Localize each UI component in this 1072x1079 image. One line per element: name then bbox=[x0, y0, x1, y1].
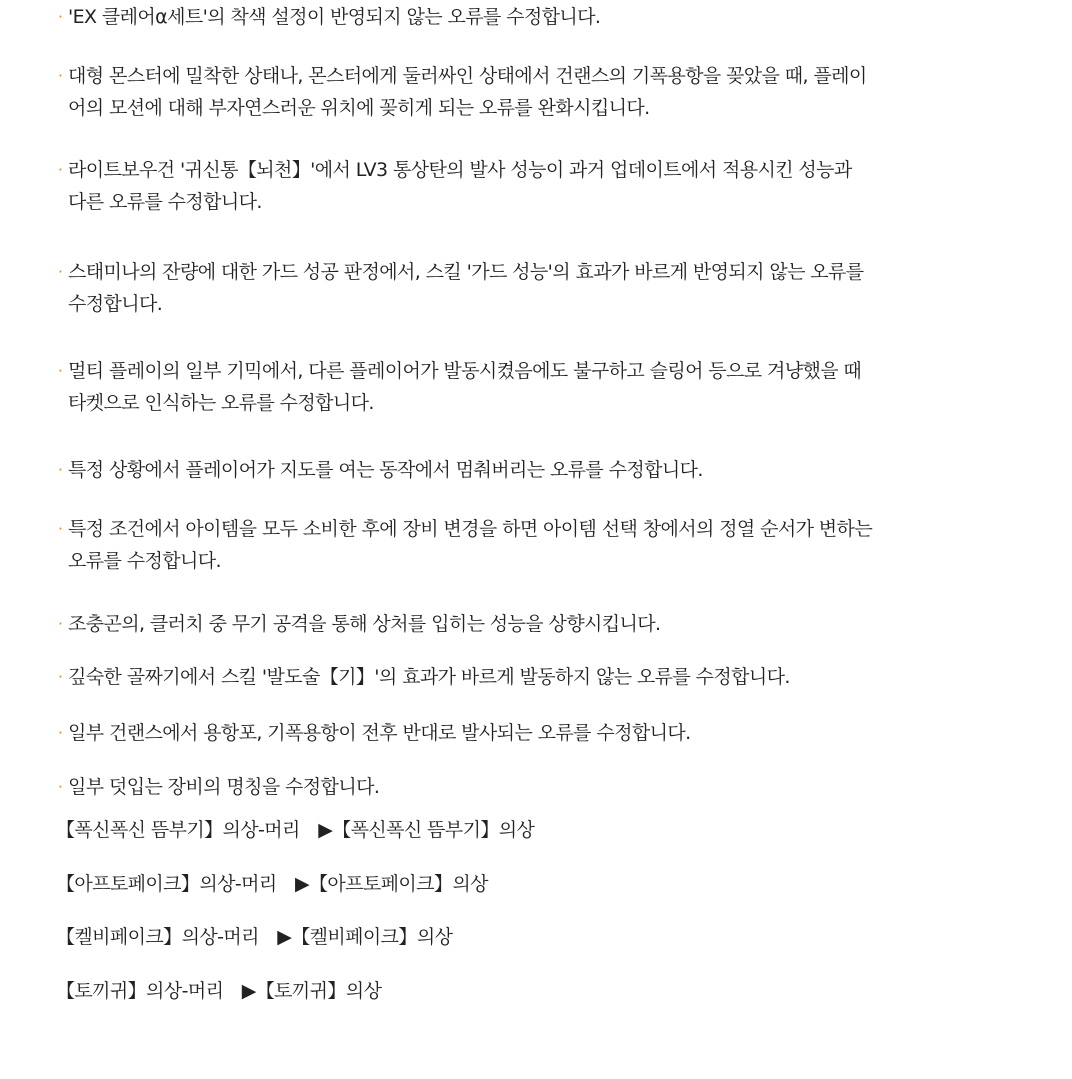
bullet-dot-icon: · bbox=[58, 615, 63, 633]
list-item-text: 조충곤의, 클러치 중 무기 공격을 통해 상처를 입히는 성능을 상향시킵니다. bbox=[68, 613, 661, 635]
list-item-text: 특정 상황에서 플레이어가 지도를 여는 동작에서 멈춰버리는 오류를 수정합니다. bbox=[68, 459, 703, 481]
list-item bbox=[58, 608, 1048, 640]
list-item-text: 다른 오류를 수정합니다. bbox=[68, 191, 262, 213]
list-item bbox=[58, 154, 1048, 218]
list-item bbox=[58, 1, 1048, 33]
bullet-dot-icon: · bbox=[58, 362, 63, 380]
list-item bbox=[58, 513, 1048, 577]
rename-line: 【켈비페이크】의상-머리 ▶【켈비페이크】의상 bbox=[56, 926, 453, 948]
bullet-dot-icon: · bbox=[58, 724, 63, 742]
list-item-text: 일부 건랜스에서 용항포, 기폭용항이 전후 반대로 발사되는 오류를 수정합니다. bbox=[68, 722, 691, 744]
list-item-text: 타켓으로 인식하는 오류를 수정합니다. bbox=[68, 392, 374, 414]
list-item bbox=[58, 60, 1048, 124]
bullet-dot-icon: · bbox=[58, 161, 63, 179]
list-item-text: 멀티 플레이의 일부 기믹에서, 다른 플레이어가 발동시켰음에도 불구하고 슬링어 등으로 겨냥했을 때 bbox=[68, 360, 862, 382]
bullet-dot-icon: · bbox=[58, 67, 63, 85]
rename-line: 【아프토페이크】의상-머리 ▶【아프토페이크】의상 bbox=[56, 873, 488, 895]
list-item bbox=[58, 717, 1048, 749]
list-item bbox=[58, 771, 1048, 803]
list-item-text: 수정합니다. bbox=[68, 293, 163, 315]
list-item-text: 스태미나의 잔량에 대한 가드 성공 판정에서, 스킬 '가드 성능'의 효과가 바르게 반영되지 않는 오류를 bbox=[68, 261, 864, 283]
list-item-text: 일부 덧입는 장비의 명칭을 수정합니다. bbox=[68, 776, 380, 798]
list-item bbox=[58, 355, 1048, 419]
list-item bbox=[58, 454, 1048, 486]
list-item bbox=[58, 256, 1048, 320]
rename-line: 【토끼귀】의상-머리 ▶【토끼귀】의상 bbox=[56, 980, 382, 1002]
bullet-dot-icon: · bbox=[58, 778, 63, 796]
bullet-dot-icon: · bbox=[58, 461, 63, 479]
rename-line: 【폭신폭신 뜸부기】의상-머리 ▶【폭신폭신 뜸부기】의상 bbox=[56, 819, 535, 841]
bullet-dot-icon: · bbox=[58, 8, 63, 26]
bullet-dot-icon: · bbox=[58, 520, 63, 538]
list-item bbox=[58, 661, 1048, 693]
list-item-text: 깊숙한 골짜기에서 스킬 '발도술【기】'의 효과가 바르게 발동하지 않는 오류를 수정합니다. bbox=[68, 666, 790, 688]
list-item-text: 오류를 수정합니다. bbox=[68, 550, 221, 572]
list-item-text: 'EX 클레어α세트'의 착색 설정이 반영되지 않는 오류를 수정합니다. bbox=[68, 6, 601, 28]
bullet-dot-icon: · bbox=[58, 668, 63, 686]
list-item-text: 특정 조건에서 아이템을 모두 소비한 후에 장비 변경을 하면 아이템 선택 창에서의 정열 순서가 변하는 bbox=[68, 518, 873, 540]
bullet-dot-icon: · bbox=[58, 263, 63, 281]
list-item-text: 라이트보우건 '귀신통【뇌천】'에서 LV3 통상탄의 발사 성능이 과거 업데이트에서 적용시킨 성능과 bbox=[68, 159, 852, 181]
list-item-text: 대형 몬스터에 밀착한 상태나, 몬스터에게 둘러싸인 상태에서 건랜스의 기폭용항을 꽂았을 때, 플레이 bbox=[68, 65, 867, 87]
list-item-text: 어의 모션에 대해 부자연스러운 위치에 꽂히게 되는 오류를 완화시킵니다. bbox=[68, 97, 650, 119]
